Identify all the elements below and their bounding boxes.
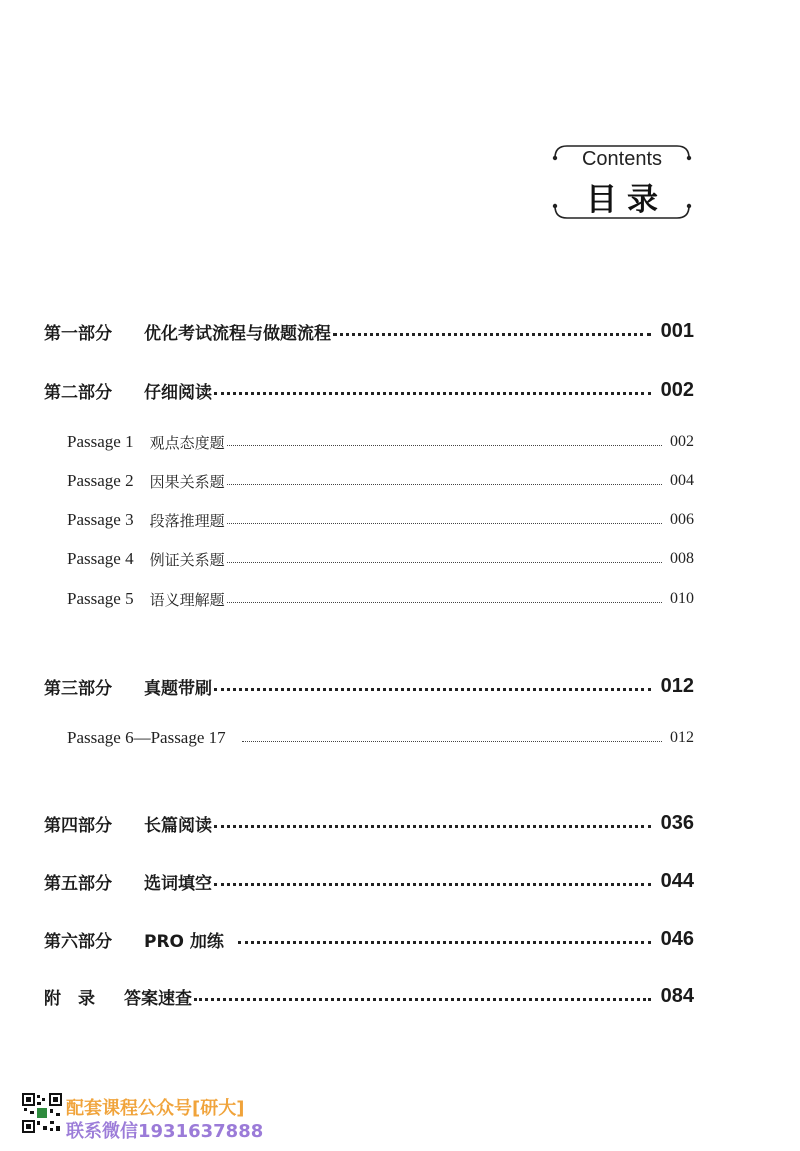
toc-entry-part1[interactable] [44, 316, 694, 346]
part-title: 答案速查 [124, 988, 192, 1009]
part-title: 选词填空 [144, 873, 212, 894]
part-label: 附 录 [44, 988, 95, 1009]
toc-entry-part2[interactable] [44, 375, 694, 405]
passage-title: 例证关系题 [149, 550, 225, 569]
toc-entry-part5[interactable] [44, 866, 694, 896]
part-title: 优化考试流程与做题流程 [144, 323, 331, 344]
toc-entry-part4[interactable] [44, 808, 694, 838]
contents-header [549, 140, 695, 224]
page-number: 012 [670, 729, 694, 746]
dot-leader [214, 883, 651, 886]
watermark-line2: 联系微信1931637888 [66, 1121, 264, 1142]
header-english: Contents [581, 148, 663, 170]
toc-entry-passage-3[interactable] [67, 507, 694, 533]
qr-code-icon [22, 1093, 62, 1133]
toc-entry-part6[interactable] [44, 924, 694, 954]
part-label: 第六部分 [44, 931, 112, 952]
page-number: 002 [670, 433, 694, 450]
header-chinese: 目录 [586, 182, 668, 218]
part-title: 真题带刷 [144, 678, 212, 699]
page-number: 008 [670, 550, 694, 567]
part-label: 第一部分 [44, 323, 112, 344]
page-number: 010 [670, 590, 694, 607]
passage-label: Passage 4 [67, 549, 134, 568]
toc-entry-passage-1[interactable] [67, 429, 694, 455]
page-number: 046 [660, 927, 694, 950]
page-number: 004 [670, 472, 694, 489]
passage-label: Passage 1 [67, 432, 134, 451]
passage-title: 语义理解题 [149, 590, 225, 609]
part-title: 仔细阅读 [144, 382, 212, 403]
dot-leader [227, 523, 662, 524]
page-number: 006 [670, 511, 694, 528]
part-title: PRO 加练 [144, 931, 224, 952]
passage-label: Passage 3 [67, 510, 134, 529]
page-number: 001 [660, 319, 694, 342]
part-title: 长篇阅读 [144, 815, 212, 836]
part-label: 第三部分 [44, 678, 112, 699]
toc-entry-passage-2[interactable] [67, 468, 694, 494]
dot-leader [227, 602, 662, 603]
page-number: 002 [660, 378, 694, 401]
dot-leader [333, 333, 651, 336]
page-number: 036 [660, 811, 694, 834]
part-label: 第五部分 [44, 873, 112, 894]
dot-leader [238, 941, 651, 944]
toc-entry-part3[interactable] [44, 671, 694, 701]
passage-label: Passage 2 [67, 471, 134, 490]
watermark-line1: 配套课程公众号[研大] [66, 1098, 245, 1119]
dot-leader [227, 484, 662, 485]
part-label: 第四部分 [44, 815, 112, 836]
passage-title: 因果关系题 [149, 472, 225, 491]
toc-entry-appendix[interactable] [44, 981, 694, 1011]
toc-entry-passage-5[interactable] [67, 586, 694, 612]
dot-leader [242, 741, 662, 742]
dot-leader [214, 392, 651, 395]
page-number: 012 [660, 674, 694, 697]
dot-leader [227, 562, 662, 563]
dot-leader [194, 998, 651, 1001]
dot-leader [214, 825, 651, 828]
passage-title: 观点态度题 [149, 433, 225, 452]
page-number: 044 [660, 869, 694, 892]
toc-entry-passage-4[interactable] [67, 546, 694, 572]
dot-leader [214, 688, 651, 691]
passage-label: Passage 6—Passage 17 [67, 728, 226, 747]
page-number: 084 [660, 984, 694, 1007]
passage-label: Passage 5 [67, 589, 134, 608]
passage-title: 段落推理题 [149, 511, 225, 530]
toc-entry-passage-range[interactable] [67, 725, 694, 751]
dot-leader [227, 445, 662, 446]
part-label: 第二部分 [44, 382, 112, 403]
